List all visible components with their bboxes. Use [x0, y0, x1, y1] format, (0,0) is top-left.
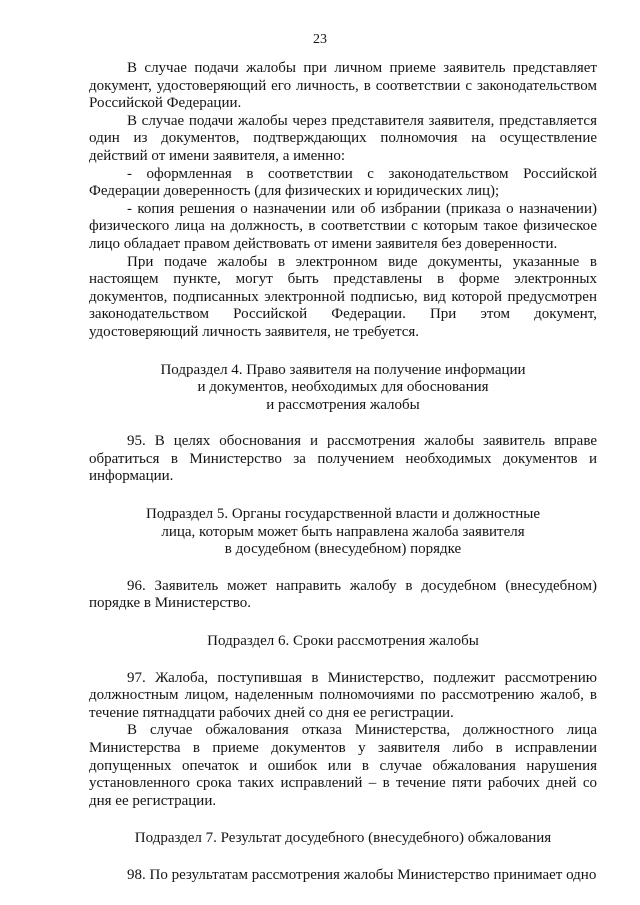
list-item-power-of-attorney: - оформленная в соответствии с законодательством Российской Федерации доверенность (для физических и юридических лиц); — [89, 165, 597, 200]
paragraph-98: 98. По результатам рассмотрения жалобы Министерство принимает одно — [127, 866, 597, 883]
subsection-4-heading: Подраздел 4. Право заявителя на получение информации и документов, необходимых для обоснования и рассмотрения жалобы — [160, 361, 526, 413]
paragraph-electronic-submission: При подаче жалобы в электронном виде документы, указанные в настоящем пункте, могут быть представлены в форме электронных документов, подписанных электронной подписью, вид которой предусмотрен законодательством Российской Федерации. При этом документ, удостоверяющий личность заявителя, не требуется. — [89, 253, 597, 340]
paragraph-representative: В случае подачи жалобы через представителя заявителя, представляется один из документов, подтверждающих полномочия на осуществление действий от имени заявителя, а именно: — [89, 112, 597, 164]
paragraph-97-appeal: В случае обжалования отказа Министерства, должностного лица Министерства в приеме документов у заявителя либо в исправлении допущенных опечаток и ошибок или в случае обжалования нарушения установленного срока таких исправлений – в течение пяти рабочих дней со дня ее регистрации. — [89, 722, 597, 809]
paragraph-96: 96. Заявитель может направить жалобу в досудебном (внесудебном) порядке в Министерство. — [89, 577, 597, 612]
paragraph-personal-reception: В случае подачи жалобы при личном приеме заявитель представляет документ, удостоверяющий его личность, в соответствии с законодательством Российской Федерации. — [89, 60, 597, 112]
document-body — [89, 60, 597, 885]
page-number: 23 — [313, 32, 327, 47]
subsection-5-heading: Подраздел 5. Органы государственной власти и должностные лица, которым может быть направлена жалоба заявителя в досудебном (внесудебном) порядке — [146, 506, 540, 558]
subsection-6-heading: Подраздел 6. Сроки рассмотрения жалобы — [207, 633, 479, 650]
list-item-appointment-decision: - копия решения о назначении или об избрании (приказа о назначении) физического лица на должность, в соответствии с которым такое физическое лицо обладает правом действовать от имени заявителя без доверенности. — [89, 200, 597, 252]
subsection-7-heading: Подраздел 7. Результат досудебного (внесудебного) обжалования — [134, 830, 552, 847]
paragraph-97: 97. Жалоба, поступившая в Министерство, подлежит рассмотрению должностным лицом, наделенным полномочиями по рассмотрению жалоб, в течение пятнадцати рабочих дней со дня ее регистрации. — [89, 669, 597, 721]
paragraph-95: 95. В целях обоснования и рассмотрения жалобы заявитель вправе обратиться в Министерство за получением необходимых документов и информации. — [89, 433, 597, 485]
